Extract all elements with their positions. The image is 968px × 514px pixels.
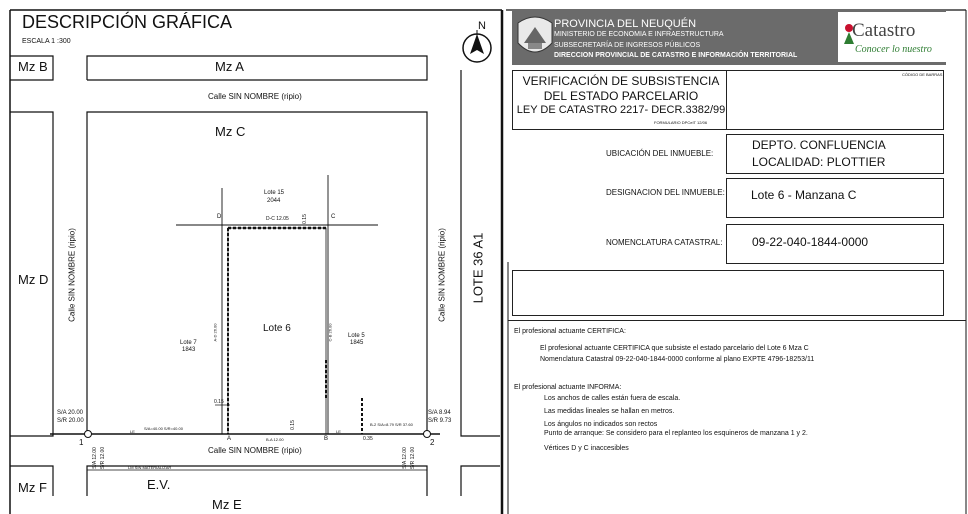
dim-sa-v1: S/A 12.00 xyxy=(91,447,98,469)
designacion-label: DESIGNACION DEL INMUEBLE: xyxy=(606,188,725,197)
vertex-2: 2 xyxy=(430,438,435,447)
dim-sr-v2: S/R 12.00 xyxy=(410,446,417,470)
vertex-c: C xyxy=(331,214,336,220)
certifica-heading: El profesional actuante CERTIFICA: xyxy=(514,328,626,335)
title-divider xyxy=(726,71,727,129)
block-mz-d: Mz D xyxy=(18,272,49,287)
designacion-value: Lote 6 - Manzana C xyxy=(751,188,857,202)
dim-le: LE xyxy=(130,429,135,434)
street-right-label: Calle SIN NOMBRE (ripio) xyxy=(437,228,447,322)
dim-015-bottom: 0.15 xyxy=(289,420,296,430)
lote-5-number: 1845 xyxy=(350,340,364,346)
block-mz-e: Mz E xyxy=(212,497,242,512)
dim-sr-mid2: B-2 S/A=8.79 S/R 37.60 xyxy=(370,422,413,427)
ubicacion-label: UBICACIÓN DEL INMUEBLE: xyxy=(606,149,714,158)
informa-item: Vértices D y C inaccesibles xyxy=(544,445,629,452)
vertex-d: D xyxy=(217,214,222,220)
vertex-b: B xyxy=(324,436,329,442)
dim-sa-v2: S/A 12.00 xyxy=(401,447,408,469)
catastro-brand: Catastro xyxy=(852,20,916,41)
nomenclatura-label: NOMENCLATURA CATASTRAL: xyxy=(606,238,723,247)
block-ev: E.V. xyxy=(147,477,171,492)
lote-36-label: LOTE 36 A1 xyxy=(470,232,486,304)
block-mz-a: Mz A xyxy=(215,59,244,74)
nomenclatura-value: 09-22-040-1844-0000 xyxy=(752,235,869,249)
lote-6-label: Lote 6 xyxy=(263,323,291,334)
dim-sr-left: S/R 20.00 xyxy=(57,418,84,424)
dim-cb: C-B 26.00 xyxy=(327,323,333,342)
blank-box xyxy=(512,270,944,316)
certifica-line-2: Nomenclatura Catastral 09-22-040-1844-0000 conforme al plano EXPTE 4796-18253/11 xyxy=(540,356,815,363)
neuquen-emblem-icon xyxy=(514,13,556,61)
north-label: N xyxy=(478,20,486,32)
dim-sa-mid: S/A=40.00 S/R=40.00 xyxy=(144,426,183,431)
dim-sa-right: S/A 8.94 xyxy=(428,410,451,416)
lote-15-label: Lote 15 xyxy=(264,190,285,196)
form-title-line-2: DEL ESTADO PARCELARIO xyxy=(543,89,699,103)
form-title-line-1: VERIFICACIÓN DE SUBSISTENCIA xyxy=(522,74,720,88)
lote-5-label: Lote 5 xyxy=(348,333,365,339)
block-mz-c: Mz C xyxy=(215,124,246,139)
block-mz-f: Mz F xyxy=(18,480,47,495)
street-top-label: Calle SIN NOMBRE (ripio) xyxy=(208,92,302,101)
dim-sr-v1: S/R 12.00 xyxy=(100,446,107,470)
header-subsecretaria: SUBSECRETARÍA DE INGRESOS PÚBLICOS xyxy=(554,42,701,49)
header-direccion: DIRECCION PROVINCIAL DE CATASTRO E INFORMACIÓN TERRITORIAL xyxy=(554,52,798,59)
street-left-label: Calle SIN NOMBRE (ripio) xyxy=(67,228,77,322)
dim-ad: A-D 26.00 xyxy=(212,323,218,342)
catastro-slogan: Conocer lo nuestro xyxy=(855,44,932,55)
ubicacion-value-2: LOCALIDAD: PLOTTIER xyxy=(752,155,886,169)
form-code: FORMULARIO DPCeIT 12/06 xyxy=(654,120,708,125)
block-mz-b: Mz B xyxy=(18,59,48,74)
form-panel xyxy=(504,0,968,514)
vertex-1: 1 xyxy=(79,438,84,447)
informa-item: Los ángulos no indicados son rectos xyxy=(544,421,658,428)
dim-015-top: 0.15 xyxy=(301,214,308,224)
informa-item: Las medidas lineales se hallan en metros. xyxy=(544,408,675,415)
dim-ab: B-A 12.00 xyxy=(266,437,284,442)
plan-scale: ESCALA 1 :300 xyxy=(22,38,71,45)
header-ministry: MINISTERIO DE ECONOMIA E INFRAESTRUCTURA xyxy=(554,31,724,38)
informa-item: Los anchos de calles están fuera de escala. xyxy=(544,395,681,402)
lote-7-number: 1843 xyxy=(182,347,196,353)
street-bottom-label: Calle SIN NOMBRE (ripio) xyxy=(208,446,302,455)
certifica-line-1: El profesional actuante CERTIFICA que subsiste el estado parcelario del Lote 6 Mza C xyxy=(540,345,809,352)
dim-le-sin-materializar: LM SIN MATERIALIZAR xyxy=(128,465,172,470)
certifica-divider xyxy=(508,320,966,321)
informa-item: Punto de arranque: Se considero para el replanteo los esquineros de manzana 1 y 2. xyxy=(544,430,808,437)
header-province: PROVINCIA DEL NEUQUÉN xyxy=(554,18,697,30)
dim-sa-left: S/A 20.00 xyxy=(57,410,84,416)
informa-heading: El profesional actuante INFORMA: xyxy=(514,384,622,391)
dim-le-2: LE xyxy=(336,429,341,434)
vertex-a: A xyxy=(227,436,232,442)
plan-title: DESCRIPCIÓN GRÁFICA xyxy=(22,12,233,32)
dim-dc: D-C 12.05 xyxy=(266,216,289,222)
dim-sr-right: S/R 9.73 xyxy=(428,418,452,424)
dim-035: 0.35 xyxy=(363,436,373,442)
lote-7-label: Lote 7 xyxy=(180,340,197,346)
ubicacion-value-1: DEPTO. CONFLUENCIA xyxy=(752,138,886,152)
form-title-line-3: LEY DE CATASTRO 2217- DECR.3382/99 xyxy=(516,104,726,116)
barcode-label: CÓDIGO DE BARRAS xyxy=(902,72,943,77)
dim-015-left: 0.15 xyxy=(214,399,224,405)
lote-15-number: 2044 xyxy=(267,198,281,204)
